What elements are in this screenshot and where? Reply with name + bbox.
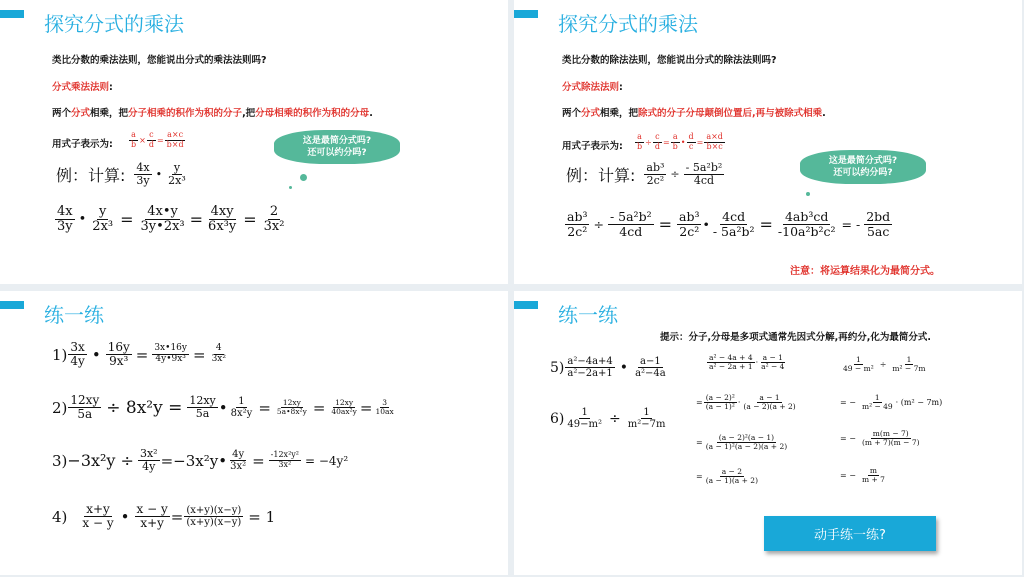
formula: $\frac{a}{b}$ × $\frac{c}{d}$ = $\frac{a\times c}{b\times d}$ (131, 130, 184, 149)
rule-heading: 分式除法法则: (562, 82, 623, 93)
bubble-dot (806, 192, 810, 196)
slide-title: 练一练 (558, 303, 618, 327)
bubble-dot (289, 186, 292, 189)
slide-practice-1 (0, 291, 508, 575)
problem-5: 5) $\frac{\text{a²−4a+4}}{\text{a²−2a+1}}$ • $\frac{a-1}{\text{a²−4a}}$ (550, 356, 666, 379)
rule-text: 两个分式相乘，把除式的分子分母颠倒位置后,再与被除式相乘. (562, 108, 826, 119)
bubble-dot (300, 174, 307, 181)
problem-4: 4) $\frac{x+y}{x - y}$ • $\frac{x - y}{x+y}$ = $\frac{(x+y)(x-y)}{(x+y)(x-y)}$ = 1 (52, 502, 276, 531)
example: 例：计算: $\frac{\text{ab³}}{\text{2c²}}$ ÷ $\frac{\text{- 5a²b²}}{4cd}$ (566, 161, 723, 188)
problem-2: 2) $\frac{12xy}{5a}$ ÷ 8x²y = $\frac{12xy}{5a}$ • $\frac{1}{\text{8x²y}}$ = $\frac{12xy}{\text{5a•8x²y}}$ = $\frac{12xy}{\text{40ax²y}}$ = $\frac{3}{10ax}$ (52, 393, 394, 422)
accent-bar (0, 10, 24, 18)
hint-text: 提示：分子,分母是多项式通常先因式分解,再约分,化为最简分式. (660, 332, 931, 343)
formula-label: 用式子表示为: (562, 141, 623, 152)
problem-3: 3) −3x²y ÷ $\frac{\text{3x²}}{4y}$ =−3x²y• $\frac{4y}{\text{3x²}}$ = $\frac{\text{-12x²y²}}{\text{3x²}}$ = −4y² (52, 447, 349, 474)
rule-heading: 分式乘法法则: (52, 82, 113, 93)
practice-button[interactable]: 动手练一练? (764, 516, 936, 551)
thought-bubble: 这是最简分式吗? 还可以约分吗? (800, 150, 926, 184)
note-text: 注意：将运算结果化为最简分式。 (790, 266, 940, 277)
formula-label: 用式子表示为: (52, 139, 113, 150)
solution: $\frac{4x}{3y}$ • $\frac{y}{\text{2x³}}$ = $\frac{4x•y}{\text{3y•2x³}}$ = $\frac{4xy}{\text{6x³y}}$ = $\frac{2}{\text{3x²}}$ (57, 204, 285, 235)
slide-multiplication (0, 0, 508, 284)
solution-5-step-1: $\frac{\text{a² − 4a + 4}}{\text{a² − 2a + 1}}$ · $\frac{a - 1}{\text{a² − 4}}$ (709, 353, 785, 372)
solution: $\frac{\text{ab³}}{\text{2c²}}$ ÷ $\frac{\text{- 5a²b²}}{4cd}$ = $\frac{\text{ab³}}{\text{2c²}}$ • $\frac{4cd}{\text{- 5a²b²}}$ = $\frac{\text{4ab³cd}}{\text{-10a²b²c²}}$ = - $\frac{2bd}{5ac}$ (567, 209, 891, 239)
accent-bar (514, 10, 538, 18)
slide-title: 练一练 (44, 303, 104, 327)
solution-5-step-4: = $\frac{a - 2}{(a - 1)(a + 2)}$ (696, 467, 758, 486)
solution-5-step-3: = $\frac{\text{(a − 2)²(a − 1)}}{\text{(a − 1)²(a − 2)(a + 2)}}$ (696, 433, 788, 452)
solution-5-step-2: = $\frac{\text{(a − 2)²}}{\text{(a − 1)²}}$ · $\frac{a - 1}{(a - 2)(a + 2)}$ (696, 393, 796, 412)
accent-bar (514, 301, 538, 309)
intro-text: 类比分数的除法法则，您能说出分式的除法法则吗? (562, 55, 777, 66)
slide-practice-2 (514, 291, 1022, 575)
slide-title: 探究分式的乘法 (44, 12, 184, 36)
formula: $\frac{a}{b}$ ÷ $\frac{c}{d}$ = $\frac{a}{b}$ • $\frac{d}{c}$ = $\frac{a\times d}{b\times c}$ (637, 132, 723, 151)
rule-text: 两个分式相乘，把分子相乘的积作为积的分子,把分母相乘的积作为积的分母. (52, 108, 373, 119)
solution-6-step-4: = − $\frac{m}{m + 7}$ (840, 466, 885, 485)
slide-division (514, 0, 1022, 284)
solution-6-step-2: = − $\frac{1}{\text{m² − 49}}$ · (m² − 7m) (840, 393, 943, 412)
intro-text: 类比分数的乘法法则，您能说出分式的乘法法则吗? (52, 55, 267, 66)
solution-6-step-1: $\frac{1}{\text{49 − m²}}$ ÷ $\frac{1}{\text{m² − 7m}}$ (843, 355, 926, 374)
slide-title: 探究分式的乘法 (558, 12, 698, 36)
problem-1: 1) $\frac{3x}{4y}$ • $\frac{16y}{\text{9x³}}$ = $\frac{3x•16y}{\text{4y•9x³}}$ = $\frac{4}{\text{3x²}}$ (52, 340, 226, 369)
solution-6-step-3: = − $\frac{m(m - 7)}{(m + 7)(m - 7)}$ (840, 429, 920, 448)
accent-bar (0, 301, 24, 309)
thought-bubble: 这是最简分式吗? 还可以约分吗? (274, 130, 400, 164)
example: 例：计算: $\frac{4x}{3y}$ • $\frac{y}{\text{2x³}}$ (56, 161, 186, 188)
problem-6: 6) $\frac{1}{\text{49−m²}}$ ÷ $\frac{1}{\text{m²−7m}}$ (550, 407, 666, 430)
